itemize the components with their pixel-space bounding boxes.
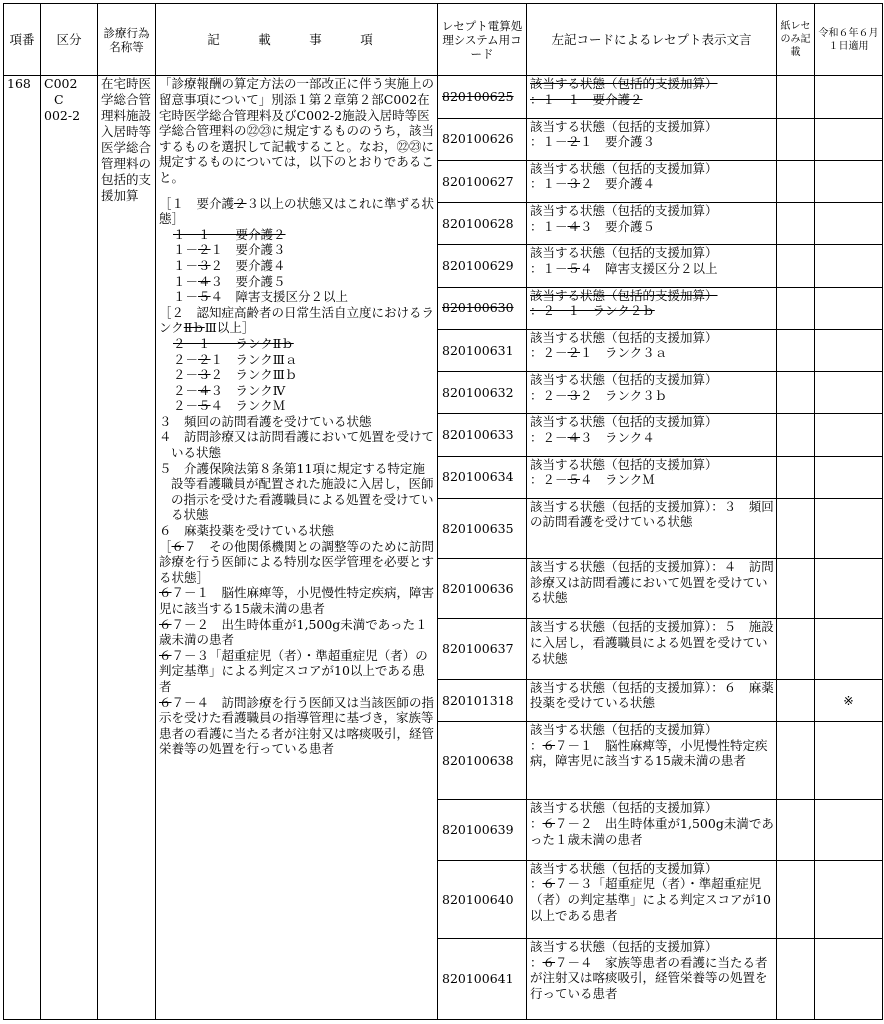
paper-only-cell — [777, 939, 815, 1020]
header-display-text: 左記コードによるレセプト表示文言 — [527, 4, 777, 76]
receipt-code: 820100627 — [438, 160, 527, 202]
effective-cell — [815, 287, 883, 329]
receipt-code: 820101318 — [438, 679, 527, 721]
receipt-code: 820100638 — [438, 722, 527, 800]
receipt-code: 820100630 — [438, 287, 527, 329]
paper-only-cell — [777, 800, 815, 860]
header-code: レセプト電算処理システム用コード — [438, 4, 527, 76]
header-procedure-name: 診療行為名称等 — [98, 4, 156, 76]
receipt-text: 該当する状態（包括的支援加算） ：１－５４ 障害支援区分２以上 — [527, 245, 777, 287]
paper-only-cell — [777, 329, 815, 371]
paper-only-cell — [777, 456, 815, 498]
header-row — [4, 4, 883, 76]
effective-cell — [815, 456, 883, 498]
effective-cell — [815, 939, 883, 1020]
paper-only-cell — [777, 559, 815, 619]
receipt-text: 該当する状態（包括的支援加算） ：６７－３「超重症児（者）・準超重症児（者）の判定基準」による判定スコアが10以上である患者 — [527, 860, 777, 938]
receipt-code: 820100628 — [438, 203, 527, 245]
paper-only-cell — [777, 619, 815, 679]
receipt-code: 820100640 — [438, 860, 527, 938]
receipt-text: 該当する状態（包括的支援加算） ：６７－２ 出生時体重が1,500g未満であった１歳未満の患者 — [527, 800, 777, 860]
effective-cell — [815, 160, 883, 202]
receipt-code-table — [3, 3, 883, 1020]
header-paper-only: 紙レセのみ記載 — [777, 4, 815, 76]
receipt-text: 該当する状態（包括的支援加算）：３ 頻回の訪問看護を受けている状態 — [527, 498, 777, 558]
effective-cell — [815, 372, 883, 414]
paper-only-cell — [777, 414, 815, 456]
header-category: 区分 — [41, 4, 98, 76]
effective-cell — [815, 414, 883, 456]
receipt-code: 820100632 — [438, 372, 527, 414]
receipt-code: 820100634 — [438, 456, 527, 498]
receipt-text: 該当する状態（包括的支援加算）：６ 麻薬投薬を受けている状態 — [527, 679, 777, 721]
receipt-text: 該当する状態（包括的支援加算） ：６７－４ 家族等患者の看護に当たる者が注射又は喀痰吸引，経管栄養等の処置を行っている患者 — [527, 939, 777, 1020]
paper-only-cell — [777, 679, 815, 721]
receipt-text: 該当する状態（包括的支援加算） ：２－２１ ランク３ａ — [527, 329, 777, 371]
table-row — [4, 76, 883, 118]
receipt-text: 該当する状態（包括的支援加算） ：２－３２ ランク３ｂ — [527, 372, 777, 414]
effective-cell — [815, 619, 883, 679]
effective-cell — [815, 722, 883, 800]
effective-cell — [815, 329, 883, 371]
paper-only-cell — [777, 287, 815, 329]
receipt-text: 該当する状態（包括的支援加算） ：２－４３ ランク４ — [527, 414, 777, 456]
effective-cell — [815, 559, 883, 619]
receipt-code: 820100637 — [438, 619, 527, 679]
receipt-code: 820100626 — [438, 118, 527, 160]
effective-cell — [815, 860, 883, 938]
receipt-text: 該当する状態（包括的支援加算）：４ 訪問診療又は訪問看護において処置を受けている状態 — [527, 559, 777, 619]
paper-only-cell — [777, 245, 815, 287]
receipt-code: 820100631 — [438, 329, 527, 371]
receipt-text: 該当する状態（包括的支援加算） ：６７－１ 脳性麻痺等，小児慢性特定疾病，障害児に該当する15歳未満の患者 — [527, 722, 777, 800]
effective-cell — [815, 498, 883, 558]
receipt-text: 該当する状態（包括的支援加算） ：２－５４ ランクＭ — [527, 456, 777, 498]
receipt-code: 820100635 — [438, 498, 527, 558]
receipt-text: 該当する状態（包括的支援加算） ：２－１ ランク２ｂ — [527, 287, 777, 329]
receipt-code: 820100633 — [438, 414, 527, 456]
receipt-code: 820100641 — [438, 939, 527, 1020]
paper-only-cell — [777, 160, 815, 202]
receipt-text: 該当する状態（包括的支援加算） ：１－２１ 要介護３ — [527, 118, 777, 160]
paper-only-cell — [777, 498, 815, 558]
paper-only-cell — [777, 76, 815, 118]
receipt-code: 820100639 — [438, 800, 527, 860]
receipt-text: 該当する状態（包括的支援加算） ：１－４３ 要介護５ — [527, 203, 777, 245]
header-effective-date: 令和６年６月１日適用 — [815, 4, 883, 76]
effective-mark: ※ — [815, 679, 883, 721]
effective-cell — [815, 245, 883, 287]
effective-cell — [815, 118, 883, 160]
paper-only-cell — [777, 203, 815, 245]
effective-cell — [815, 800, 883, 860]
paper-only-cell — [777, 722, 815, 800]
paper-only-cell — [777, 118, 815, 160]
effective-cell — [815, 203, 883, 245]
paper-only-cell — [777, 372, 815, 414]
receipt-code: 820100625 — [438, 76, 527, 118]
paper-only-cell — [777, 860, 815, 938]
receipt-text: 該当する状態（包括的支援加算）：５ 施設に入居し，看護職員による処置を受けている状態 — [527, 619, 777, 679]
effective-cell — [815, 76, 883, 118]
item-name: 在宅時医学総合管理料施設入居時等医学総合管理料の包括的支援加算 — [98, 76, 156, 1020]
receipt-code: 820100636 — [438, 559, 527, 619]
item-number: 168 — [4, 76, 41, 1020]
item-category: C002 C 002-2 — [41, 76, 98, 1020]
receipt-text: 該当する状態（包括的支援加算） ：１－３２ 要介護４ — [527, 160, 777, 202]
item-description: 「診療報酬の算定方法の一部改正に伴う実施上の留意事項について」別添１第２章第２部C002在宅時医学総合管理料及びC002-2施設入居時等医学総合管理料の㉒㉓に規定するもののうち，該当するものを選択して記載すること。なお，㉒㉓に規定するものについては，以下のとおりであること。 ［１ 要介護２３以上の状態又はこれに準ずる状態］ １－１ 要介護２ １－２１ 要介護３ １－３２ 要介護４ １－４３ 要介護５ １－５４ 障害支援区分２以上 ［２ 認知症高齢者の日常生活自立度におけるランクⅡｂⅢ以上］ ２－１ ランクⅡｂ ２－２１ ランクⅢａ ２－３２ ランクⅢｂ ２－４３ ランクⅣ ２－５４ ランクＭ ３ 頻回の訪問看護を受けている状態 ４ 訪問診療又は訪問看護において処置を受けている状態 ５ 介護保険法第８条第11項に規定する特定施設等看護職員が配置された施設に入居し，医師の指示を受けた看護職員による処置を受けている状態 ６ 麻薬投薬を受けている状態 ［６７ その他関係機関との調整等のために訪問診療を行う医師による特別な医学管理を必要とする状態］ ６７－１ 脳性麻痺等，小児慢性特定疾病，障害児に該当する15歳未満の患者 ６７－２ 出生時体重が1,500g未満であった１歳未満の患者 ６７－３「超重症児（者）・準超重症児（者）の判定基準」による判定スコアが10以上である患者 ６７－４ 訪問診療を行う医師又は当該医師の指示を受けた看護職員の指導管理に基づき，家族等患者の看護に当たる者が注射又は喀痰吸引，経管栄養等の処置を行っている患者 — [156, 76, 438, 1020]
header-description: 記 載 事 項 — [156, 4, 438, 76]
receipt-text: 該当する状態（包括的支援加算） ：１－１ 要介護２ — [527, 76, 777, 118]
header-item-number: 項番 — [4, 4, 41, 76]
receipt-code: 820100629 — [438, 245, 527, 287]
